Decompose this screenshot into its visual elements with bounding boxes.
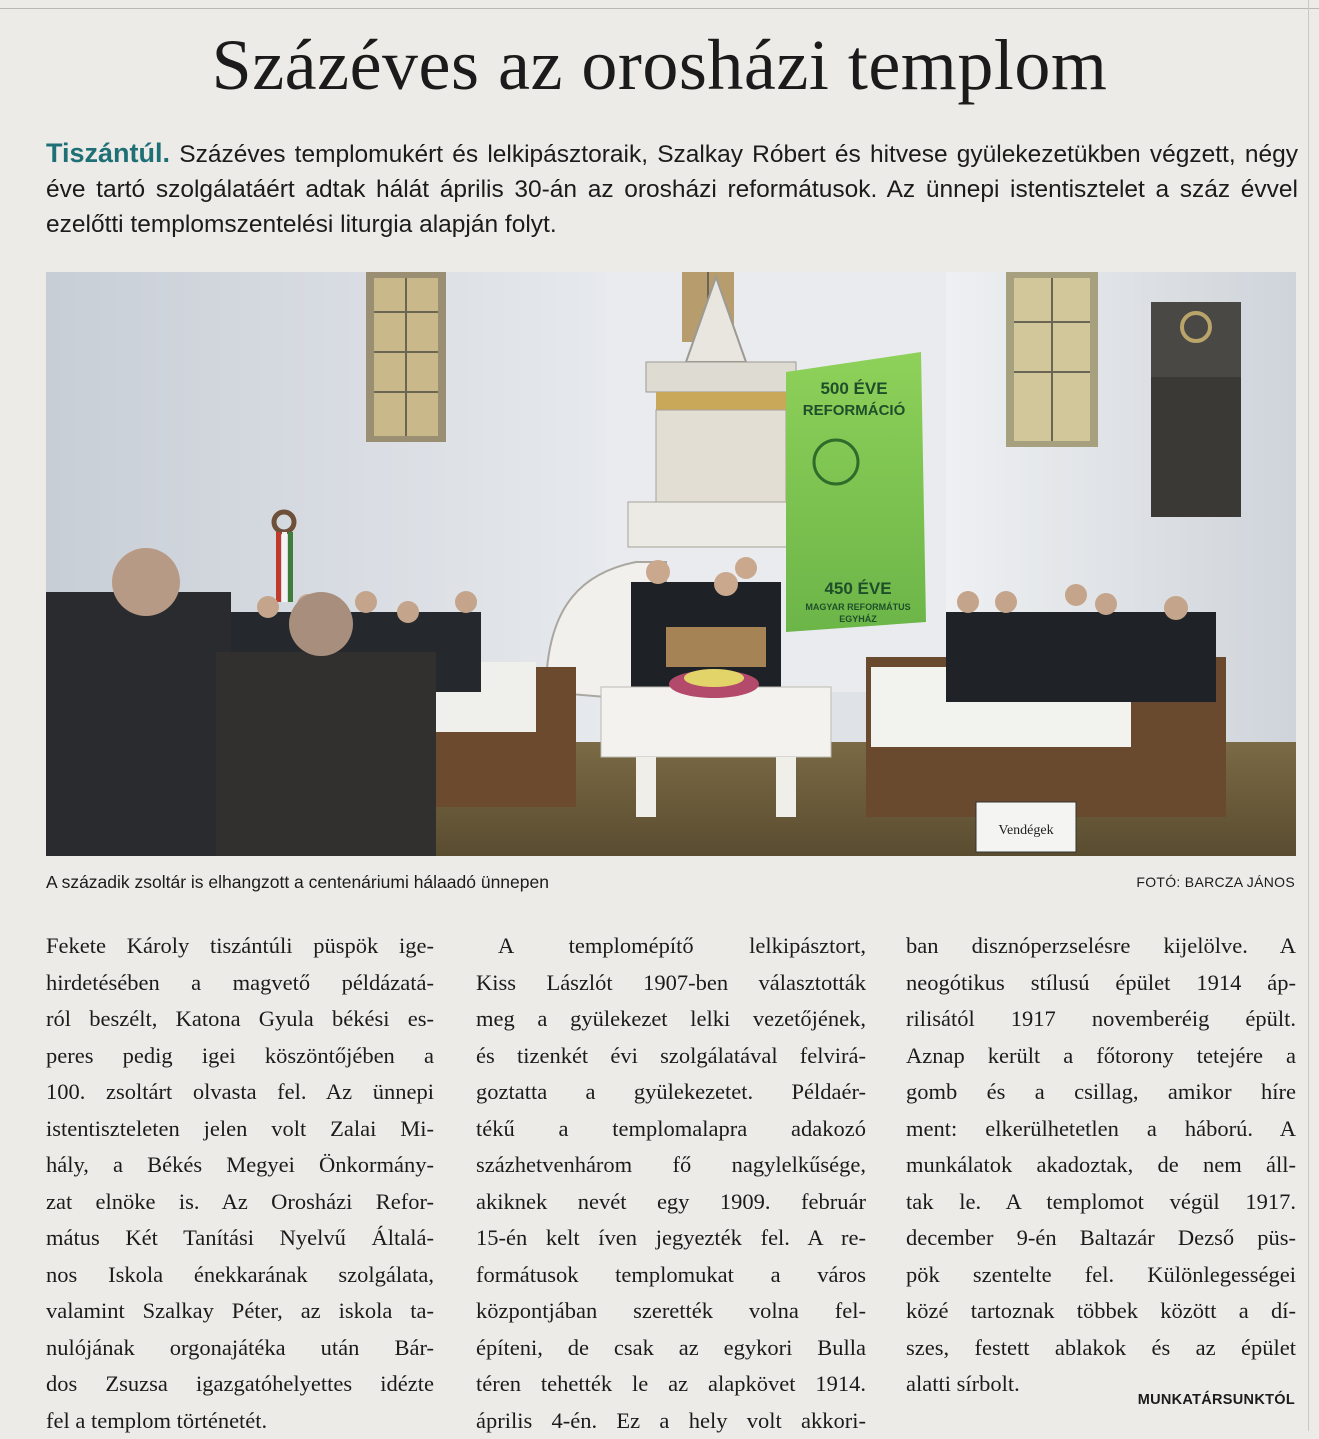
column-line: ról beszélt, Katona Gyula békési es- [46, 1001, 434, 1038]
church-interior-photo [46, 272, 1296, 856]
photo-caption: A századik zsoltár is elhangzott a centenáriumi hálaadó ünnepen [46, 872, 549, 893]
article-title: Százéves az orosházi templom [0, 20, 1319, 110]
column-line: építeni, de csak az egykori Bulla [476, 1330, 866, 1367]
column-line: fel a templom történetét. [46, 1403, 434, 1439]
lead-text: Százéves templomukért és lelkipásztoraik, Szalkay Róbert és hitvese gyülekezetükben végzett, négy éve tartó szolgálatáért adtak hálát április 30-án az orosházi reformátusok. Az ünnepi istentisztelet a száz évvel ezelőtti templomszentelési liturgia alapján folyt. [46, 141, 1298, 238]
reformation-banner [786, 352, 926, 632]
banner-text-egyhaz: EGYHÁZ [839, 614, 877, 624]
photo-credit: FOTÓ: BARCZA JÁNOS [1136, 874, 1295, 890]
article-lead [46, 136, 1298, 242]
guest-sign [976, 802, 1076, 852]
column-line: valamint Szalkay Péter, az iskola ta- [46, 1293, 434, 1330]
photo-illustration [46, 272, 1296, 856]
page-edge-rule [1308, 0, 1309, 1431]
article-column-1 [46, 928, 434, 1439]
column-line: április 4-én. Ez a hely volt akkori- [476, 1403, 866, 1439]
column-line: Fekete Károly tiszántúli püspök ige- [46, 928, 434, 965]
column-line: alatti sírbolt. [906, 1366, 1296, 1403]
top-rule [0, 8, 1319, 9]
guest-sign-text: Vendégek [998, 823, 1053, 838]
banner-text-magyar: MAGYAR REFORMÁTUS [805, 602, 910, 612]
article-column-2 [476, 928, 866, 1439]
column-line: peres pedig igei köszöntőjében a [46, 1038, 434, 1075]
article-column-3 [906, 928, 1296, 1403]
column-line: mátus Két Tanítási Nyelvű Általá- [46, 1220, 434, 1257]
banner-text-450: 450 ÉVE [824, 579, 891, 598]
column-line: tékű a templomalapra adakozó [476, 1111, 866, 1148]
memorial-plaque [1151, 302, 1241, 517]
column-line: téren tehették le az alapkövet 1914. [476, 1366, 866, 1403]
column-line: dos Zsuzsa igazgatóhelyettes idézte [46, 1366, 434, 1403]
column-line: szes, festett ablakok és az épület [906, 1330, 1296, 1367]
lead-kicker: Tiszántúl. [46, 138, 170, 168]
column-line: december 9-én Baltazár Dezső püs- [906, 1220, 1296, 1257]
column-line: Aznap került a főtorony tetejére a [906, 1038, 1296, 1075]
column-line: goztatta a gyülekezetet. Példaér- [476, 1074, 866, 1111]
column-line: formátusok templomukat a város [476, 1257, 866, 1294]
column-line: százhetvenhárom fő nagylelkűsége, [476, 1147, 866, 1184]
column-line: tak le. A templomot végül 1917. [906, 1184, 1296, 1221]
column-line: 100. zsoltárt olvasta fel. Az ünnepi [46, 1074, 434, 1111]
column-line: hály, a Békés Megyei Önkormány- [46, 1147, 434, 1184]
column-line: pök szentelte fel. Különlegességei [906, 1257, 1296, 1294]
column-line: közé tartoznak többek között a dí- [906, 1293, 1296, 1330]
column-line: neogótikus stílusú épület 1914 áp- [906, 965, 1296, 1002]
column-line: rilisától 1917 novemberéig épült. [906, 1001, 1296, 1038]
column-line: és tizenkét évi szolgálatával felvirá- [476, 1038, 866, 1075]
column-line: Kiss Lászlót 1907-ben választották [476, 965, 866, 1002]
column-line: 15-én kelt íven jegyezték fel. A re- [476, 1220, 866, 1257]
column-line: meg a gyülekezet lelki vezetőjének, [476, 1001, 866, 1038]
banner-text-reformacio: REFORMÁCIÓ [803, 401, 906, 419]
column-line: ment: elkerülhetetlen a háború. A [906, 1111, 1296, 1148]
column-line: nulójának orgonajátéka után Bár- [46, 1330, 434, 1367]
column-line: központjában szerették volna fel- [476, 1293, 866, 1330]
column-line: A templomépítő lelkipásztort, [476, 928, 866, 965]
banner-text-500: 500 ÉVE [820, 379, 887, 398]
column-line: zat elnöke is. Az Orosházi Refor- [46, 1184, 434, 1221]
column-line: hirdetésében a magvető példázatá- [46, 965, 434, 1002]
column-line: munkálatok akadoztak, de nem áll- [906, 1147, 1296, 1184]
byline: MUNKATÁRSUNKTÓL [1138, 1392, 1295, 1408]
column-line: akiknek nevét egy 1909. február [476, 1184, 866, 1221]
stained-glass-window-left [366, 272, 446, 442]
column-line: ban disznóperzselésre kijelölve. A [906, 928, 1296, 965]
column-line: istentiszteleten jelen volt Zalai Mi- [46, 1111, 434, 1148]
column-line: nos Iskola énekkarának szolgálata, [46, 1257, 434, 1294]
column-line: gomb és a csillag, amikor híre [906, 1074, 1296, 1111]
stained-glass-window-right [1006, 272, 1098, 447]
